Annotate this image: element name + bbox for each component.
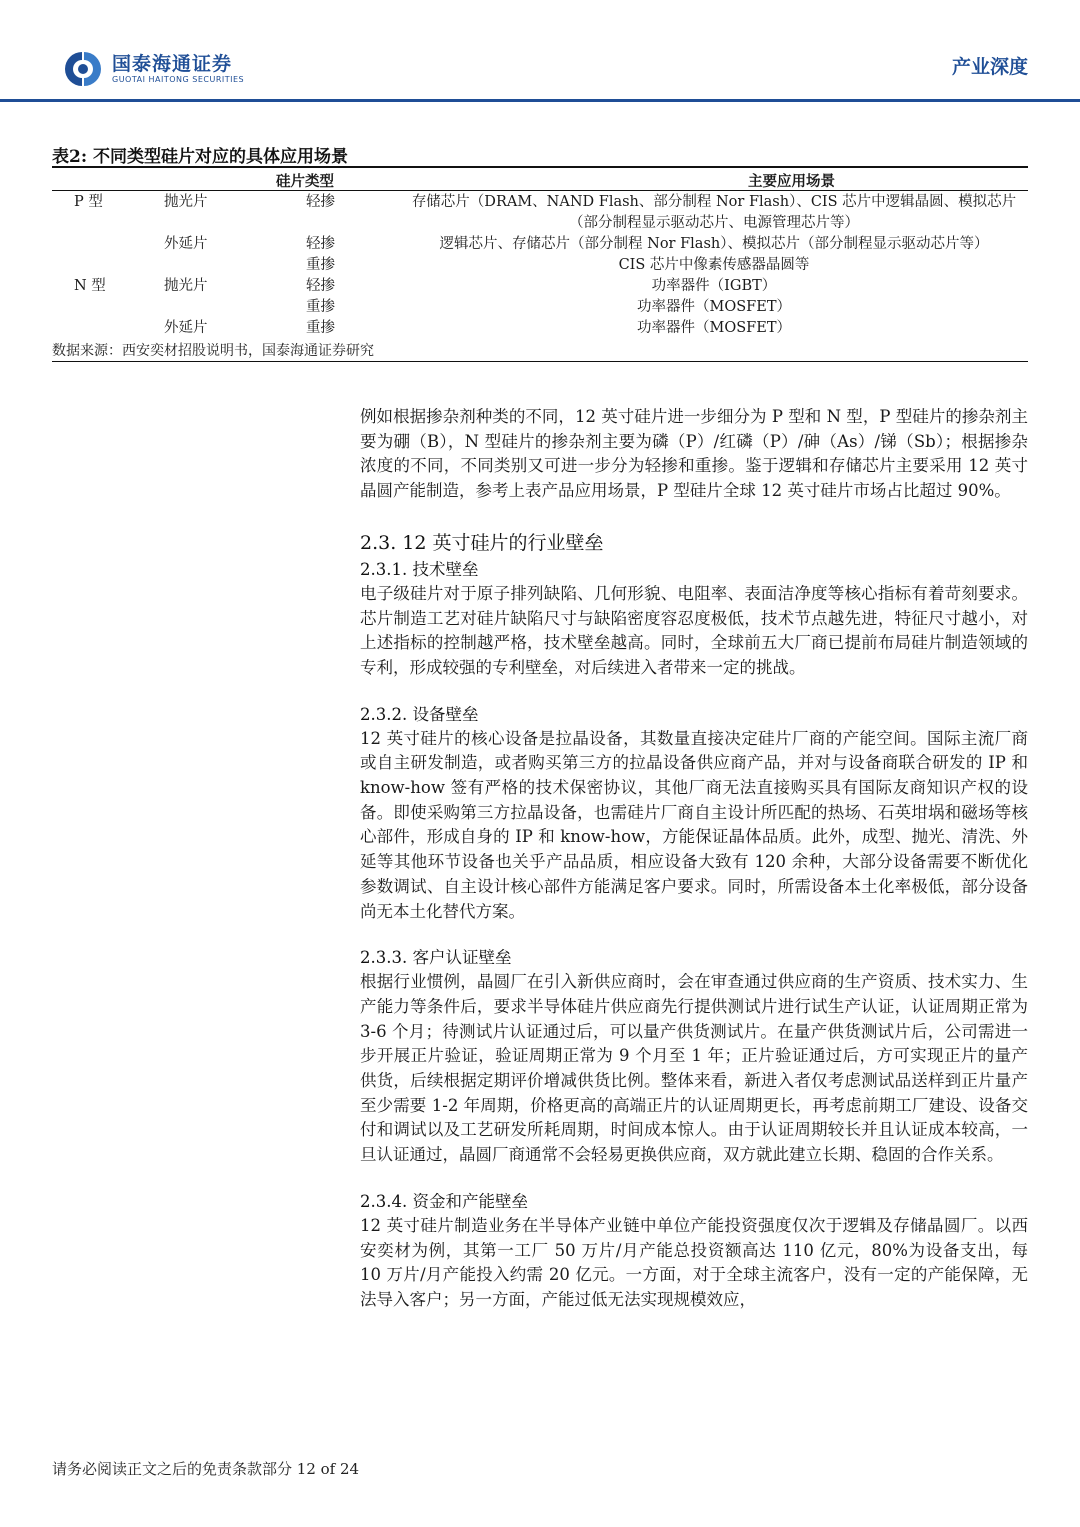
table-header-type: 硅片类型	[276, 173, 334, 190]
main-content	[360, 405, 1028, 1313]
paragraph-equipment-barrier: 12 英寸硅片的核心设备是拉晶设备，其数量直接决定硅片厂商的产能空间。国际主流厂商或自主研发制造，或者购买第三方的拉晶设备供应商产品，并对与设备商联合研发的 IP 和 know-how 签有严格的技术保密协议，其他厂商无法直接购买具有国际友商知识产权的设备。即使采购第三方拉晶设备，也需硅片厂商自主设计所匹配的热场、石英坩埚和磁场等核心部件，形成自身的 IP 和 know-how，方能保证晶体品质。此外，成型、抛光、清洗、外延等其他环节设备也关乎产品品质，相应设备大致有 120 余种，大部分设备需要不断优化参数调试、自主设计核心部件方能满足客户要求。同时，所需设备本土化率极低，部分设备尚无本土化替代方案。	[360, 728, 1028, 921]
table-cell-subtype: 抛光片	[164, 278, 208, 294]
page-footer: 请务必阅读正文之后的免责条款部分 12 of 24	[52, 1460, 360, 1478]
table-cell-subtype: 抛光片	[164, 194, 208, 210]
subsection-heading-tech: 2.3.1. 技术壁垒	[360, 559, 479, 579]
table-header-row	[52, 168, 1028, 191]
logo-english-name: GUOTAI HAITONG SECURITIES	[112, 75, 245, 84]
table-cell-application: 存储芯片（DRAM、NAND Flash、部分制程 Nor Flash）、CIS 芯片中逻辑晶圆、模拟芯片（部分制程显示驱动芯片、电源管理芯片等）	[411, 194, 1017, 231]
subsection-heading-equipment: 2.3.2. 设备壁垒	[360, 704, 479, 724]
table-cell-type: N 型	[74, 278, 106, 294]
company-logo	[60, 50, 244, 88]
logo-mark-icon	[60, 50, 104, 88]
paragraph-capital-barrier: 12 英寸硅片制造业务在半导体产业链中单位产能投资强度仅次于逻辑及存储晶圆厂。以西安奕材为例，其第一工厂 50 万片/月产能总投资额高达 110 亿元，80%为设备支出，每 10 万片/月产能投入约需 20 亿元。一方面，对于全球主流客户，没有一定的产能保障，无法导入客户；另一方面，产能过低无法实现规模效应，	[360, 1215, 1028, 1309]
subsection-heading-capital: 2.3.4. 资金和产能壁垒	[360, 1191, 528, 1211]
table-cell-application: 逻辑芯片、存储芯片（部分制程 Nor Flash）、模拟芯片（部分制程显示驱动芯片等）	[439, 236, 989, 252]
report-category-tag: 产业深度	[951, 56, 1028, 78]
table-cell-application: 功率器件（IGBT）	[651, 278, 777, 294]
table-cell-doping: 重掺	[306, 299, 335, 315]
table-cell-doping: 轻掺	[306, 236, 335, 252]
table-cell-doping: 重掺	[306, 257, 335, 273]
table-header-application: 主要应用场景	[748, 173, 835, 190]
table-cell-application: CIS 芯片中像素传感器晶圆等	[618, 257, 810, 273]
header-divider	[0, 99, 1080, 102]
table-cell-subtype: 外延片	[164, 320, 208, 336]
table-cell-application: 功率器件（MOSFET）	[637, 299, 791, 315]
page-header	[0, 0, 1080, 104]
paragraph-tech-barrier: 电子级硅片对于原子排列缺陷、几何形貌、电阻率、表面洁净度等核心指标有着苛刻要求。芯片制造工艺对硅片缺陷尺寸与缺陷密度容忍度极低，技术节点越先进，特征尺寸越小，对上述指标的控制越严格，技术壁垒越高。同时，全球前五大厂商已提前布局硅片制造领域的专利，形成较强的专利壁垒，对后续进入者带来一定的挑战。	[360, 583, 1028, 677]
section-heading: 2.3. 12 英寸硅片的行业壁垒	[360, 531, 604, 554]
table-cell-doping: 重掺	[306, 320, 335, 336]
table-cell-doping: 轻掺	[306, 278, 335, 294]
subsection-heading-customer: 2.3.3. 客户认证壁垒	[360, 948, 512, 968]
table-cell-doping: 轻掺	[306, 194, 335, 210]
wafer-application-table	[52, 166, 1028, 362]
table-source-note: 数据来源：西安奕材招股说明书，国泰海通证券研究	[52, 343, 374, 359]
table-title: 表2: 不同类型硅片对应的具体应用场景	[52, 147, 349, 167]
table-body	[52, 191, 1028, 361]
intro-paragraph: 例如根据掺杂剂种类的不同，12 英寸硅片进一步细分为 P 型和 N 型，P 型硅片的掺杂剂主要为硼（B），N 型硅片的掺杂剂主要为磷（P）/红磷（P）/砷（As）/锑（Sb）；根据掺杂浓度的不同，不同类别又可进一步分为轻掺和重掺。鉴于逻辑和存储芯片主要采用 12 英寸晶圆产能制造，参考上表产品应用场景，P 型硅片全球 12 英寸硅片市场占比超过 90%。	[360, 407, 1028, 501]
logo-chinese-name: 国泰海通证券	[112, 53, 233, 75]
table-cell-type: P 型	[74, 194, 103, 210]
table-cell-subtype: 外延片	[164, 236, 208, 252]
table-cell-application: 功率器件（MOSFET）	[637, 320, 791, 336]
paragraph-customer-barrier: 根据行业惯例，晶圆厂在引入新供应商时，会在审查通过供应商的生产资质、技术实力、生产能力等条件后，要求半导体硅片供应商先行提供测试片进行试生产认证，认证周期正常为 3-6 个月；待测试片认证通过后，可以量产供货测试片。在量产供货测试片后，公司需进一步开展正片验证，验证周期正常为 9 个月至 1 年；正片验证通过后，方可实现正片的量产供货，后续根据定期评价增减供货比例。整体来看，新进入者仅考虑测试品送样到正片量产至少需要 1-2 年周期，价格更高的高端正片的认证周期更长，再考虑前期工厂建设、设备交付和调试以及工艺研发所耗周期，时间成本惊人。由于认证周期较长并且认证成本较高，一旦认证通过，晶圆厂商通常不会轻易更换供应商，双方就此建立长期、稳固的合作关系。	[360, 972, 1028, 1165]
